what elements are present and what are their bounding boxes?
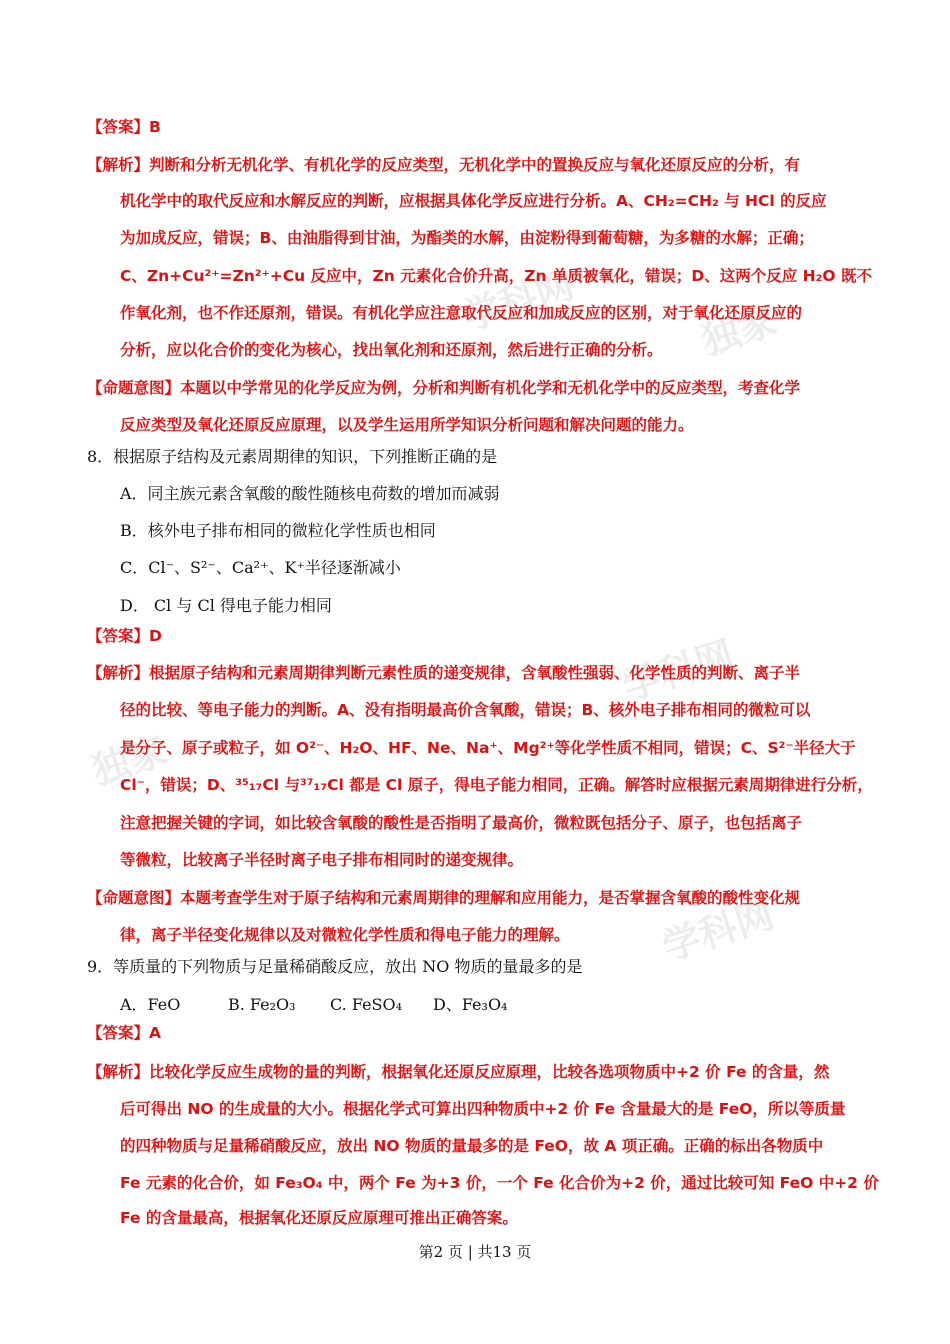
watermark: 独家: [696, 298, 783, 364]
q7-analysis-line: 作氧化剂，也不作还原剂，错误。有机化学应注意取代反应和加成反应的区别，对于氧化还原反应的: [120, 304, 803, 322]
q8-analysis-line: 是分子、原子或粒子，如 O²⁻、H₂O、HF、Ne、Na⁺、Mg²⁺等化学性质不相同，错误；C、S²⁻半径大于: [120, 739, 856, 757]
q9-answer: 【答案】A: [87, 1024, 161, 1042]
q8-intent-line: 律，离子半径变化规律以及对微粒化学性质和得电子能力的理解。: [120, 926, 570, 944]
q9-stem: 9．等质量的下列物质与足量稀硝酸反应，放出 NO 物质的量最多的是: [87, 957, 583, 976]
q9-option-b: B. Fe₂O₃: [228, 995, 296, 1014]
q8-analysis-line: Cl⁻，错误；D、³⁵₁₇Cl 与³⁷₁₇Cl 都是 Cl 原子，得电子能力相同，正确。解答时应根据元素周期律进行分析，: [120, 776, 873, 794]
q8-option-d: D． Cl 与 Cl 得电子能力相同: [120, 596, 332, 615]
watermark: 学科网: [457, 262, 580, 340]
watermark: 学科网: [617, 632, 740, 710]
q7-analysis-line: C、Zn+Cu²⁺=Zn²⁺+Cu 反应中，Zn 元素化合价升高，Zn 单质被氧化，错误；D、这两个反应 H₂O 既不: [120, 267, 872, 285]
q7-intent-line: 【命题意图】本题以中学常见的化学反应为例，分析和判断有机化学和无机化学中的反应类型，考查化学: [87, 379, 801, 397]
page-footer: 第2 页 | 共13 页: [418, 1243, 532, 1261]
q7-analysis-line: 为加成反应，错误；B、由油脂得到甘油，为酯类的水解，由淀粉得到葡萄糖，为多糖的水解；正确；: [120, 229, 814, 247]
q9-option-c: C. FeSO₄: [330, 995, 403, 1014]
q9-option-d: D、Fe₃O₄: [433, 995, 508, 1014]
watermark: 独家: [86, 728, 173, 794]
q8-stem: 8．根据原子结构及元素周期律的知识，下列推断正确的是: [87, 447, 498, 466]
q9-analysis-line: 后可得出 NO 的生成量的大小。根据化学式可算出四种物质中+2 价 Fe 含量最大的是 FeO，所以等质量: [120, 1100, 846, 1118]
watermark: 学科网: [657, 892, 780, 970]
q7-analysis-line: 机化学中的取代反应和水解反应的判断，应根据具体化学反应进行分析。A、CH₂=CH₂ 与 HCl 的反应: [120, 192, 827, 210]
q9-analysis-line: 的四种物质与足量稀硝酸反应，放出 NO 物质的量最多的是 FeO，故 A 项正确。正确的标出各物质中: [120, 1137, 824, 1155]
q7-intent-line: 反应类型及氧化还原反应原理，以及学生运用所学知识分析问题和解决问题的能力。: [120, 416, 694, 434]
q8-analysis-line: 等微粒，比较离子半径时离子电子排布相同时的递变规律。: [120, 851, 524, 869]
q7-analysis-line: 分析，应以化合价的变化为核心，找出氧化剂和还原剂，然后进行正确的分析。: [120, 341, 663, 359]
q8-option-b: B．核外电子排布相同的微粒化学性质也相同: [120, 521, 436, 540]
q9-analysis-line: 【解析】比较化学反应生成物的量的判断，根据氧化还原反应原理，比较各选项物质中+2 价 Fe 的含量，然: [87, 1063, 830, 1081]
q7-analysis-line: 【解析】判断和分析无机化学、有机化学的反应类型，无机化学中的置换反应与氧化还原反应的分析，有: [87, 156, 801, 174]
q9-option-a: A．FeO: [120, 995, 181, 1014]
q8-analysis-line: 注意把握关键的字词，如比较含氧酸的酸性是否指明了最高价，微粒既包括分子、原子，也包括离子: [120, 814, 803, 832]
q9-analysis-line: Fe 元素的化合价，如 Fe₃O₄ 中，两个 Fe 为+3 价，一个 Fe 化合价为+2 价，通过比较可知 FeO 中+2 价: [120, 1174, 879, 1192]
q8-analysis-line: 【解析】根据原子结构和元素周期律判断元素性质的递变规律，含氧酸性强弱、化学性质的判断、离子半: [87, 664, 801, 682]
q9-analysis-line: Fe 的含量最高，根据氧化还原反应原理可推出正确答案。: [120, 1209, 518, 1227]
q8-intent-line: 【命题意图】本题考查学生对于原子结构和元素周期律的理解和应用能力，是否掌握含氧酸的酸性变化规: [87, 889, 801, 907]
q8-option-c: C．Cl⁻、S²⁻、Ca²⁺、K⁺半径逐渐减小: [120, 558, 401, 577]
q8-answer: 【答案】D: [87, 627, 162, 645]
q8-analysis-line: 径的比较、等电子能力的判断。A、没有指明最高价含氧酸，错误；B、核外电子排布相同的微粒可以: [120, 701, 811, 719]
q7-answer: 【答案】B: [87, 118, 161, 136]
q8-option-a: A．同主族元素含氧酸的酸性随核电荷数的增加而减弱: [120, 484, 500, 503]
